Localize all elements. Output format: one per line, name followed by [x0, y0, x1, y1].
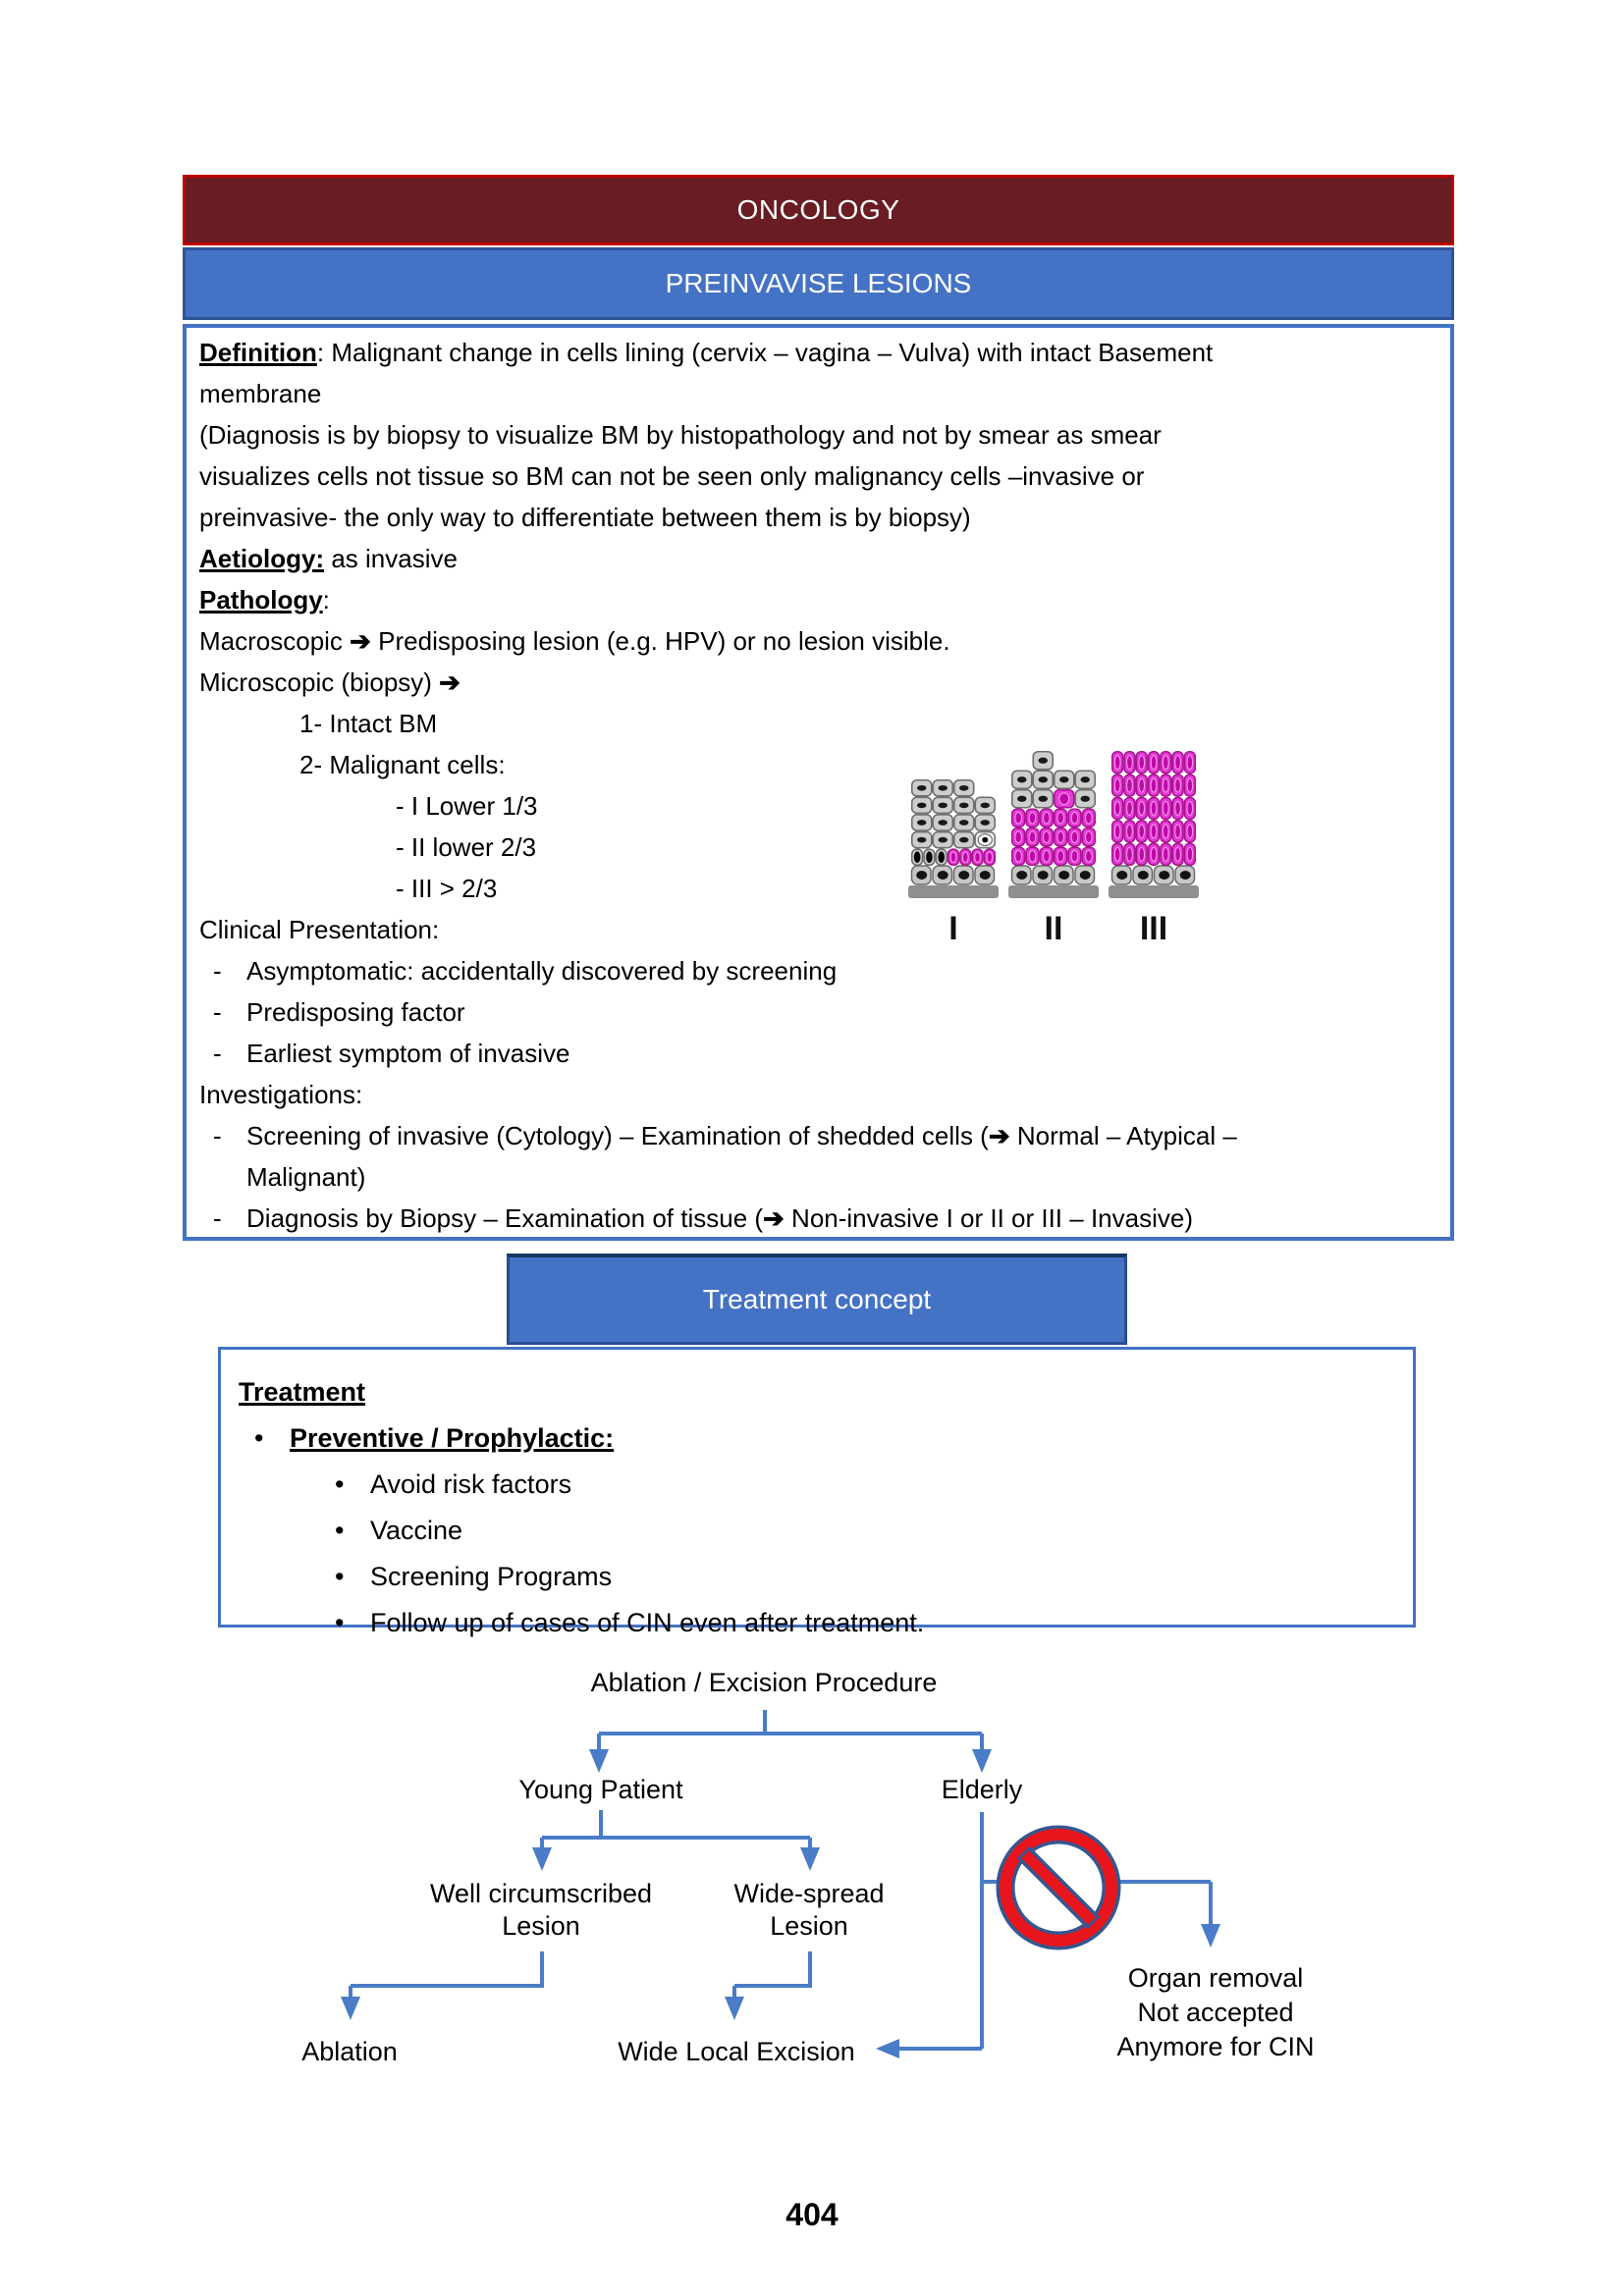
micro-item-2: 2- Malignant cells: — [299, 750, 506, 779]
macroscopic-line — [199, 620, 1440, 662]
treatment-concept-banner — [507, 1254, 1127, 1345]
right-arrow-icon: ➔ — [763, 1203, 785, 1233]
right-arrow-icon: ➔ — [988, 1121, 1010, 1150]
bullet-marker: • — [335, 1562, 345, 1591]
treatment-concept-title: Treatment concept — [702, 1284, 932, 1314]
treatment-item-4 — [239, 1600, 1413, 1646]
main-content-box — [183, 324, 1454, 1241]
investigation-item-text — [246, 1115, 1237, 1156]
grade-item-2: - II lower 2/3 — [396, 832, 537, 862]
definition-label: Definition — [199, 338, 317, 367]
right-arrow-icon: ➔ — [439, 667, 460, 697]
aetiology-text: as invasive — [324, 544, 458, 573]
treatment-flowchart — [245, 1655, 1394, 2116]
treatment-item-1 — [239, 1462, 1413, 1508]
dash-marker: - — [213, 997, 222, 1027]
treatment-item-text: Vaccine — [370, 1516, 463, 1545]
treatment-item-2 — [239, 1508, 1413, 1554]
bullet-marker: • — [335, 1469, 345, 1499]
bullet-marker: • — [335, 1608, 345, 1637]
preinvasive-lesions-title: PREINVAVISE LESIONS — [665, 268, 972, 298]
grade-item-1: - I Lower 1/3 — [396, 791, 538, 821]
organ-removal-line-2: Not accepted — [1137, 1998, 1294, 2027]
flow-node-ablation: Ablation — [301, 2037, 398, 2066]
microscopic-line — [199, 662, 1440, 703]
dash-marker: - — [213, 1121, 222, 1150]
diagnosis-note-line-3: preinvasive- the only way to differentiate between them is by biopsy) — [199, 503, 971, 532]
micro-item-1: 1- Intact BM — [299, 709, 438, 738]
flow-node-well-circumscribed: Well circumscribed Lesion — [429, 1879, 653, 1941]
treatment-title: Treatment — [239, 1377, 366, 1407]
preinvasive-lesions-header-bar — [183, 247, 1454, 320]
clinical-presentation-label: Clinical Presentation: — [199, 915, 440, 944]
aetiology-line — [199, 538, 1440, 579]
flow-node-root: Ablation / Excision Procedure — [590, 1668, 938, 1697]
treatment-item-text: Screening Programs — [370, 1562, 613, 1591]
aetiology-label: Aetiology: — [199, 544, 325, 573]
svg-text:III: III — [1139, 910, 1168, 946]
treatment-heading: Preventive / Prophylactic: — [290, 1423, 615, 1453]
definition-text: : Malignant change in cells lining (cervix – vagina – Vulva) with intact Basement — [316, 338, 1214, 367]
bullet-marker: • — [335, 1516, 345, 1545]
svg-text:I: I — [948, 910, 958, 946]
investigation-item-text — [246, 1198, 1193, 1239]
clinical-item-text: Predisposing factor — [246, 997, 465, 1027]
histology-diagram — [905, 738, 1200, 946]
page-number: 404 — [785, 2197, 839, 2232]
macroscopic-text: Macroscopic — [199, 626, 351, 656]
bullet-marker: • — [254, 1423, 264, 1453]
treatment-box — [218, 1347, 1416, 1637]
flow-node-elderly: Elderly — [941, 1775, 1023, 1804]
macroscopic-post: Predisposing lesion (e.g. HPV) or no lesion visible. — [370, 626, 950, 656]
clinical-item-1 — [199, 950, 1440, 991]
clinical-item-text: Earliest symptom of invasive — [246, 1039, 570, 1068]
treatment-heading-row — [239, 1415, 1413, 1462]
treatment-item-text: Follow up of cases of CIN even after treatment. — [370, 1608, 925, 1637]
right-arrow-icon: ➔ — [350, 626, 371, 656]
investigation-2-post: Non-invasive I or II or III – Invasive) — [784, 1203, 1193, 1233]
investigation-2-pre: Diagnosis by Biopsy – Examination of tissue ( — [246, 1203, 764, 1233]
definition-text-2: membrane — [199, 379, 322, 408]
investigations-label: Investigations: — [199, 1080, 363, 1109]
flow-node-organ-removal — [1088, 1961, 1343, 2064]
dash-marker: - — [213, 956, 222, 986]
investigation-item-2 — [199, 1198, 1440, 1239]
investigation-item-1 — [199, 1115, 1440, 1156]
definition-line — [199, 332, 1440, 373]
flow-node-young-patient: Young Patient — [518, 1775, 683, 1804]
grade-item-3: - III > 2/3 — [396, 874, 498, 903]
pathology-label: Pathology — [199, 585, 323, 614]
microscopic-text: Microscopic (biopsy) — [199, 667, 440, 697]
flow-node-wide-spread: Wide-spread Lesion — [733, 1879, 885, 1941]
organ-removal-line-3: Anymore for CIN — [1116, 2032, 1315, 2061]
no-entry-icon — [1005, 1835, 1111, 1941]
oncology-header-bar — [183, 175, 1454, 245]
dash-marker: - — [213, 1203, 222, 1233]
diagnosis-note-line-2: visualizes cells not tissue so BM can not be seen only malignancy cells –invasive or — [199, 461, 1145, 491]
pathology-line — [199, 579, 1440, 620]
clinical-item-text: Asymptomatic: accidentally discovered by screening — [246, 956, 838, 986]
pathology-colon: : — [322, 585, 330, 614]
clinical-item-3 — [199, 1033, 1440, 1074]
clinical-item-2 — [199, 991, 1440, 1033]
organ-removal-line-1: Organ removal — [1127, 1963, 1304, 1993]
treatment-item-3 — [239, 1554, 1413, 1600]
dash-marker: - — [213, 1039, 222, 1068]
svg-text:II: II — [1044, 910, 1063, 946]
investigation-item-1-cont: Malignant) — [246, 1162, 366, 1192]
treatment-item-text: Avoid risk factors — [370, 1469, 572, 1499]
oncology-title: ONCOLOGY — [736, 194, 900, 225]
flow-node-wide-local-excision: Wide Local Excision — [618, 2037, 855, 2066]
investigation-1-pre: Screening of invasive (Cytology) – Examination of shedded cells ( — [246, 1121, 989, 1150]
diagnosis-note-line-1: (Diagnosis is by biopsy to visualize BM by histopathology and not by smear as smear — [199, 420, 1162, 450]
investigation-1-post: Normal – Atypical – — [1009, 1121, 1237, 1150]
